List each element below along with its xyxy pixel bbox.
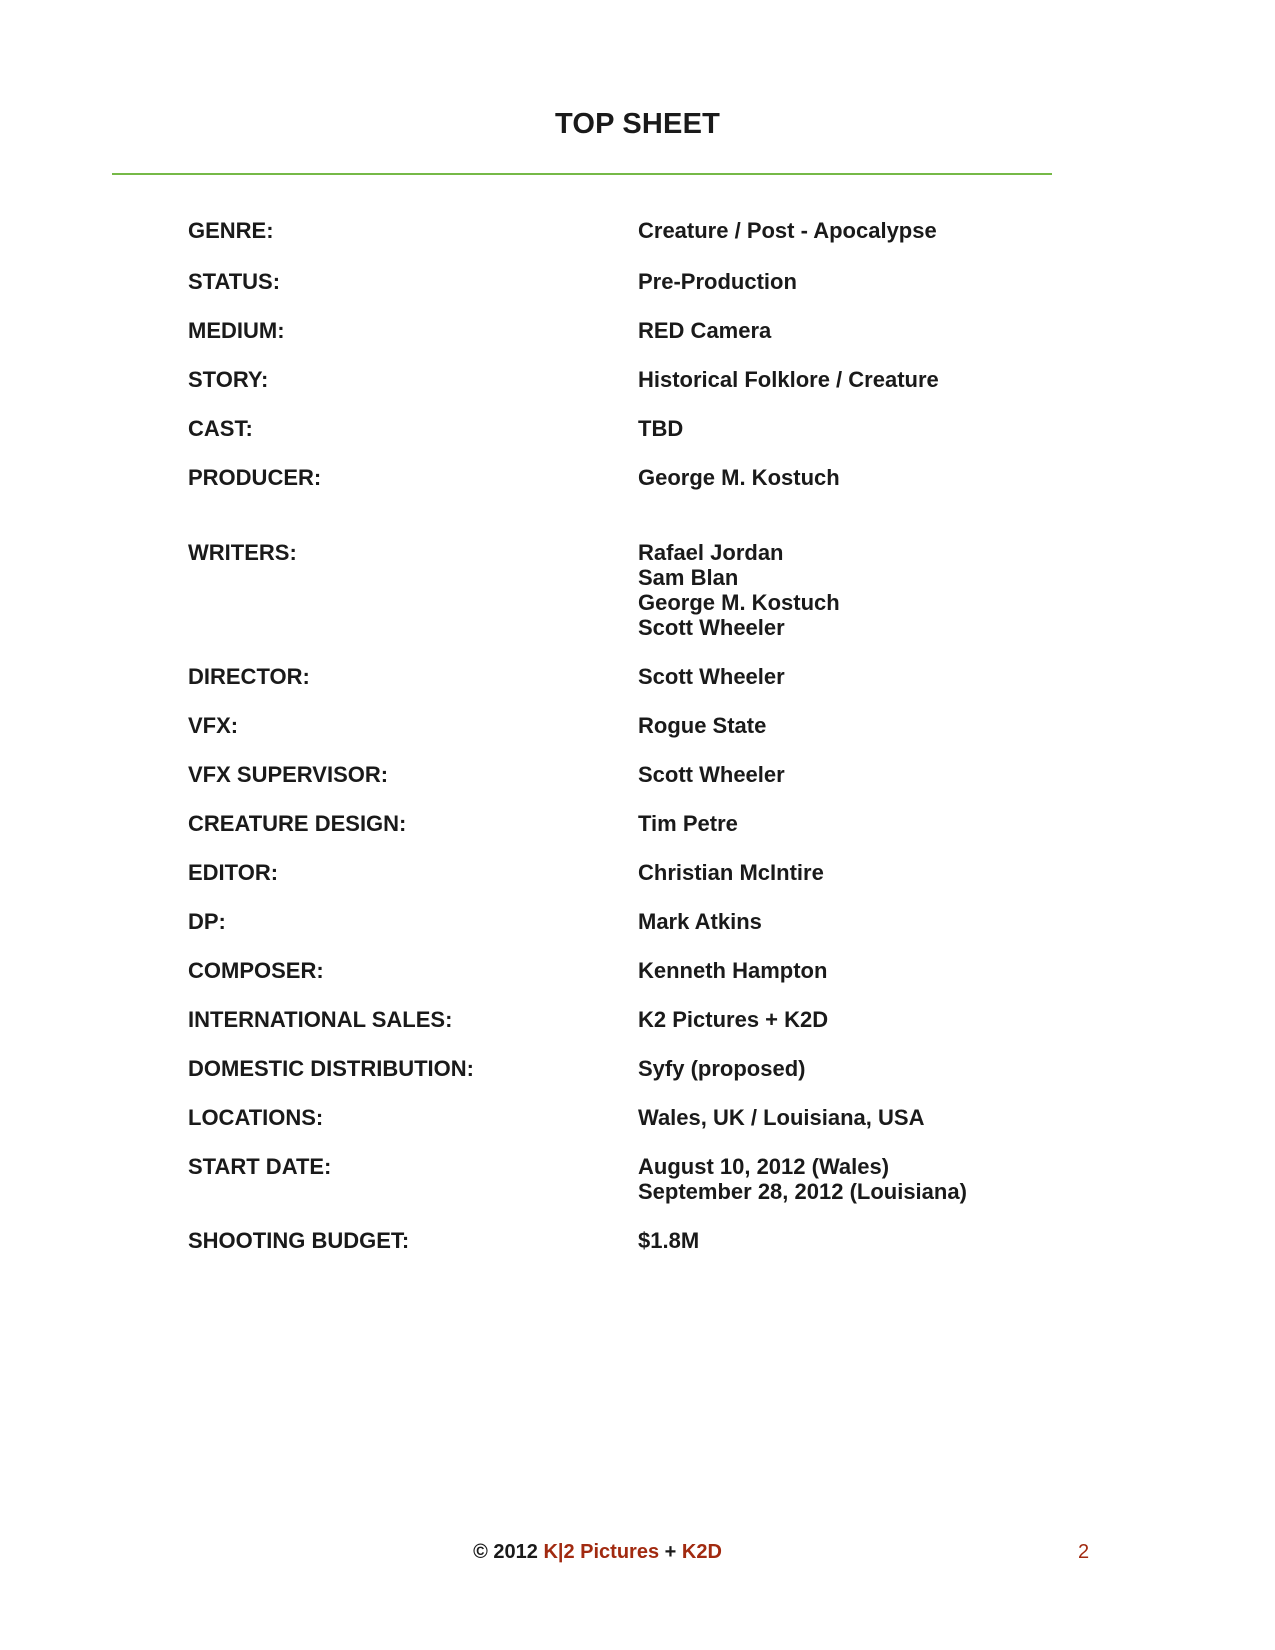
row-writers (188, 540, 1088, 640)
row-label: DOMESTIC DISTRIBUTION: (188, 1056, 474, 1081)
value-line: Mark Atkins (638, 909, 762, 934)
row-label: EDITOR: (188, 860, 279, 885)
value-line: K2 Pictures + K2D (638, 1007, 829, 1032)
value-line: Sam Blan (638, 565, 739, 590)
row-value (638, 218, 1088, 243)
plus-sign: + (664, 1541, 677, 1563)
row-value (638, 367, 1088, 392)
value-line: RED Camera (638, 318, 772, 343)
row-medium (188, 318, 1088, 343)
value-line: September 28, 2012 (Louisiana) (638, 1179, 967, 1204)
row-value (638, 1105, 1088, 1130)
row-value (638, 811, 1088, 836)
value-line: Kenneth Hampton (638, 958, 828, 983)
row-locations (188, 1105, 1088, 1130)
value-line: George M. Kostuch (638, 465, 840, 490)
row-value (638, 762, 1088, 787)
title-divider (112, 173, 1052, 175)
value-line: Scott Wheeler (638, 762, 785, 787)
value-line: Christian McIntire (638, 860, 824, 885)
row-shooting-budget (188, 1228, 1088, 1253)
row-value (638, 465, 1088, 490)
row-label: PRODUCER: (188, 465, 322, 490)
row-label: DP: (188, 909, 226, 934)
partner-name: K2D (681, 1541, 722, 1563)
row-label: CAST: (188, 416, 253, 441)
value-line: Rafael Jordan (638, 540, 784, 565)
row-label: STORY: (188, 367, 269, 392)
value-line: Creature / Post - Apocalypse (638, 218, 937, 243)
row-value (638, 909, 1088, 934)
value-line: Scott Wheeler (638, 664, 785, 689)
row-value (638, 958, 1088, 983)
row-director (188, 664, 1088, 689)
value-line: Rogue State (638, 713, 767, 738)
value-line: Historical Folklore / Creature (638, 367, 939, 392)
company-name: K|2 Pictures (543, 1541, 660, 1563)
row-label: LOCATIONS: (188, 1105, 324, 1130)
top-sheet-table (188, 218, 1088, 1253)
row-value (638, 713, 1088, 738)
row-domestic-distribution (188, 1056, 1088, 1081)
value-line: Pre-Production (638, 269, 797, 294)
row-story (188, 367, 1088, 392)
row-value (638, 1007, 1088, 1032)
row-label: MEDIUM: (188, 318, 285, 343)
row-vfx-supervisor (188, 762, 1088, 787)
row-start-date (188, 1154, 1088, 1204)
row-label: DIRECTOR: (188, 664, 310, 689)
row-label: VFX: (188, 713, 239, 738)
row-value (638, 1154, 1088, 1204)
page-title: TOP SHEET (554, 108, 721, 140)
row-dp (188, 909, 1088, 934)
row-label: VFX SUPERVISOR: (188, 762, 389, 787)
row-label: INTERNATIONAL SALES: (188, 1007, 453, 1032)
row-composer (188, 958, 1088, 983)
row-value (638, 416, 1088, 441)
row-label: SHOOTING BUDGET: (188, 1228, 410, 1253)
row-label: STATUS: (188, 269, 281, 294)
row-cast (188, 416, 1088, 441)
row-label: COMPOSER: (188, 958, 324, 983)
row-label: GENRE: (188, 218, 274, 243)
row-label: START DATE: (188, 1154, 332, 1179)
value-line: Syfy (proposed) (638, 1056, 806, 1081)
copyright-text: © 2012 (473, 1541, 538, 1563)
value-line: Tim Petre (638, 811, 738, 836)
value-line: August 10, 2012 (Wales) (638, 1154, 890, 1179)
row-vfx (188, 713, 1088, 738)
row-value (638, 860, 1088, 885)
row-value (638, 318, 1088, 343)
row-value (638, 269, 1088, 294)
row-status (188, 269, 1088, 294)
row-international-sales (188, 1007, 1088, 1032)
row-value (638, 1228, 1088, 1253)
value-line: Wales, UK / Louisiana, USA (638, 1105, 925, 1130)
row-genre (188, 218, 1088, 243)
value-line: Scott Wheeler (638, 615, 785, 640)
row-creature-design (188, 811, 1088, 836)
row-editor (188, 860, 1088, 885)
row-producer (188, 465, 1088, 490)
row-value (638, 540, 1088, 640)
row-label: CREATURE DESIGN: (188, 811, 407, 836)
row-value (638, 664, 1088, 689)
value-line: George M. Kostuch (638, 590, 840, 615)
row-value (638, 1056, 1088, 1081)
row-label: WRITERS: (188, 540, 297, 565)
page-number: 2 (1078, 1541, 1090, 1563)
value-line: $1.8M (638, 1228, 700, 1253)
value-line: TBD (638, 416, 684, 441)
